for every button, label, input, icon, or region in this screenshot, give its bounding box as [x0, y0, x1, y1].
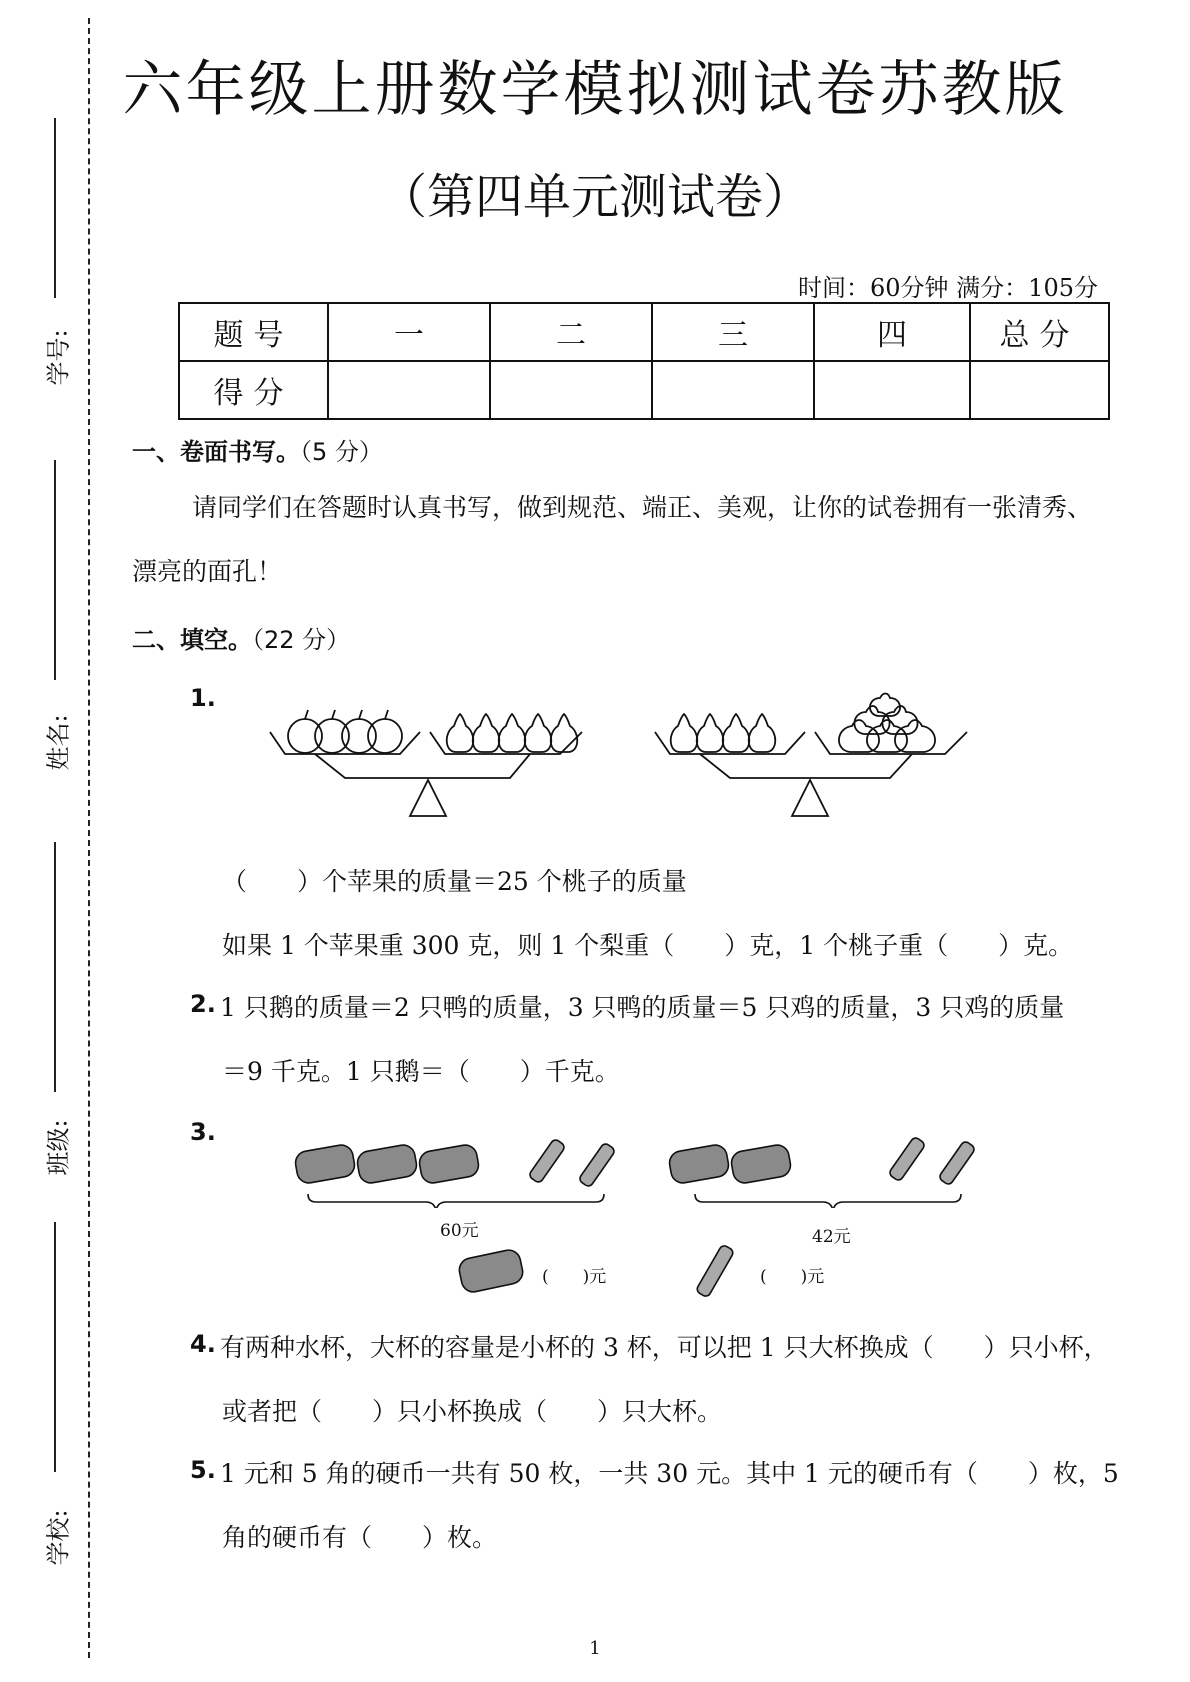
section-2-heading	[132, 620, 350, 655]
brace-icon	[308, 1194, 604, 1208]
pear-icon	[447, 714, 578, 752]
section-1-title: 一、卷面书写。	[132, 438, 300, 466]
pencil-case-icon	[668, 1143, 793, 1185]
table-cell: 总分	[970, 303, 1109, 361]
q3-answer-pencil-case: ( )元	[542, 1267, 607, 1287]
page-subtitle: （第四单元测试卷）	[378, 169, 811, 225]
section-1-heading	[132, 432, 383, 467]
q4-line1: 有两种水杯，大杯的容量是小杯的 3 杯，可以把 1 只大杯换成（ ）只小杯，	[220, 1333, 1109, 1362]
pencil-case-icon	[294, 1143, 481, 1185]
score-input-cell[interactable]	[970, 361, 1109, 419]
q3-price-42: 42元	[812, 1227, 851, 1247]
score-table	[178, 302, 1110, 420]
scale-right-icon	[655, 694, 967, 817]
table-cell: 得分	[179, 361, 328, 419]
q1-line1: （ ）个苹果的质量＝25 个桃子的质量	[222, 867, 687, 896]
score-table-score-row	[179, 361, 1109, 419]
table-cell: 三	[652, 303, 814, 361]
pen-icon	[690, 1240, 740, 1302]
class-line	[54, 842, 56, 1092]
table-cell: 四	[814, 303, 970, 361]
name-label: 姓名:	[44, 714, 73, 771]
score-input-cell[interactable]	[328, 361, 490, 419]
section-2-title: 二、填空。	[132, 626, 252, 654]
brace-icon	[695, 1194, 961, 1208]
score-input-cell[interactable]	[814, 361, 970, 419]
time-score-info: 时间：60分钟 满分：105分	[798, 274, 1098, 302]
q3-price-60: 60元	[440, 1221, 479, 1241]
class-label: 班级:	[44, 1119, 73, 1176]
page-title: 六年级上册数学模拟测试卷苏教版	[122, 55, 1068, 125]
name-line	[54, 460, 56, 680]
q1-number: 1.	[190, 684, 216, 712]
q4-line2: 或者把（ ）只小杯换成（ ）只大杯。	[222, 1397, 723, 1426]
q2-line2: ＝9 千克。1 只鹅＝（ ）千克。	[222, 1057, 620, 1086]
pear-icon	[671, 714, 776, 752]
section-1-points: （5 分）	[300, 438, 383, 466]
section-1-text-line2: 漂亮的面孔！	[132, 557, 283, 586]
q4-number: 4.	[190, 1330, 216, 1358]
pen-icon	[528, 1138, 616, 1188]
pen-icon	[888, 1136, 976, 1186]
q3-number: 3.	[190, 1118, 216, 1146]
table-cell: 题号	[179, 303, 328, 361]
q2-line1: 1 只鹅的质量＝2 只鸭的质量，3 只鸭的质量＝5 只鸡的质量，3 只鸡的质量	[220, 993, 1065, 1022]
student-id-label: 学号:	[44, 329, 73, 386]
q5-line2: 角的硬币有（ ）枚。	[222, 1523, 498, 1552]
score-input-cell[interactable]	[652, 361, 814, 419]
q2-number: 2.	[190, 990, 216, 1018]
peach-icon	[839, 694, 935, 753]
q3-answer-pen: ( )元	[760, 1267, 825, 1287]
school-label: 学校:	[44, 1509, 73, 1566]
section-2-points: （22 分）	[252, 626, 351, 654]
page-number: 1	[589, 1638, 601, 1659]
table-cell: 二	[490, 303, 652, 361]
school-line	[54, 1222, 56, 1472]
q1-balance-illustration	[260, 692, 1040, 822]
table-cell: 一	[328, 303, 490, 361]
q3-pencilcase-pen-illustration	[290, 1122, 1010, 1208]
scale-left-icon	[270, 710, 582, 816]
apple-icon	[288, 710, 402, 753]
score-table-header-row	[179, 303, 1109, 361]
section-1-text-line1: 请同学们在答题时认真书写，做到规范、端正、美观，让你的试卷拥有一张清秀、	[192, 493, 1093, 522]
q5-line1: 1 元和 5 角的硬币一共有 50 枚，一共 30 元。其中 1 元的硬币有（ ）枚，5	[220, 1459, 1119, 1488]
binding-dashed-line	[88, 18, 90, 1658]
score-input-cell[interactable]	[490, 361, 652, 419]
q5-number: 5.	[190, 1456, 216, 1484]
q1-line2: 如果 1 个苹果重 300 克，则 1 个梨重（ ）克，1 个桃子重（ ）克。	[222, 931, 1074, 960]
pencil-case-icon	[452, 1240, 532, 1300]
